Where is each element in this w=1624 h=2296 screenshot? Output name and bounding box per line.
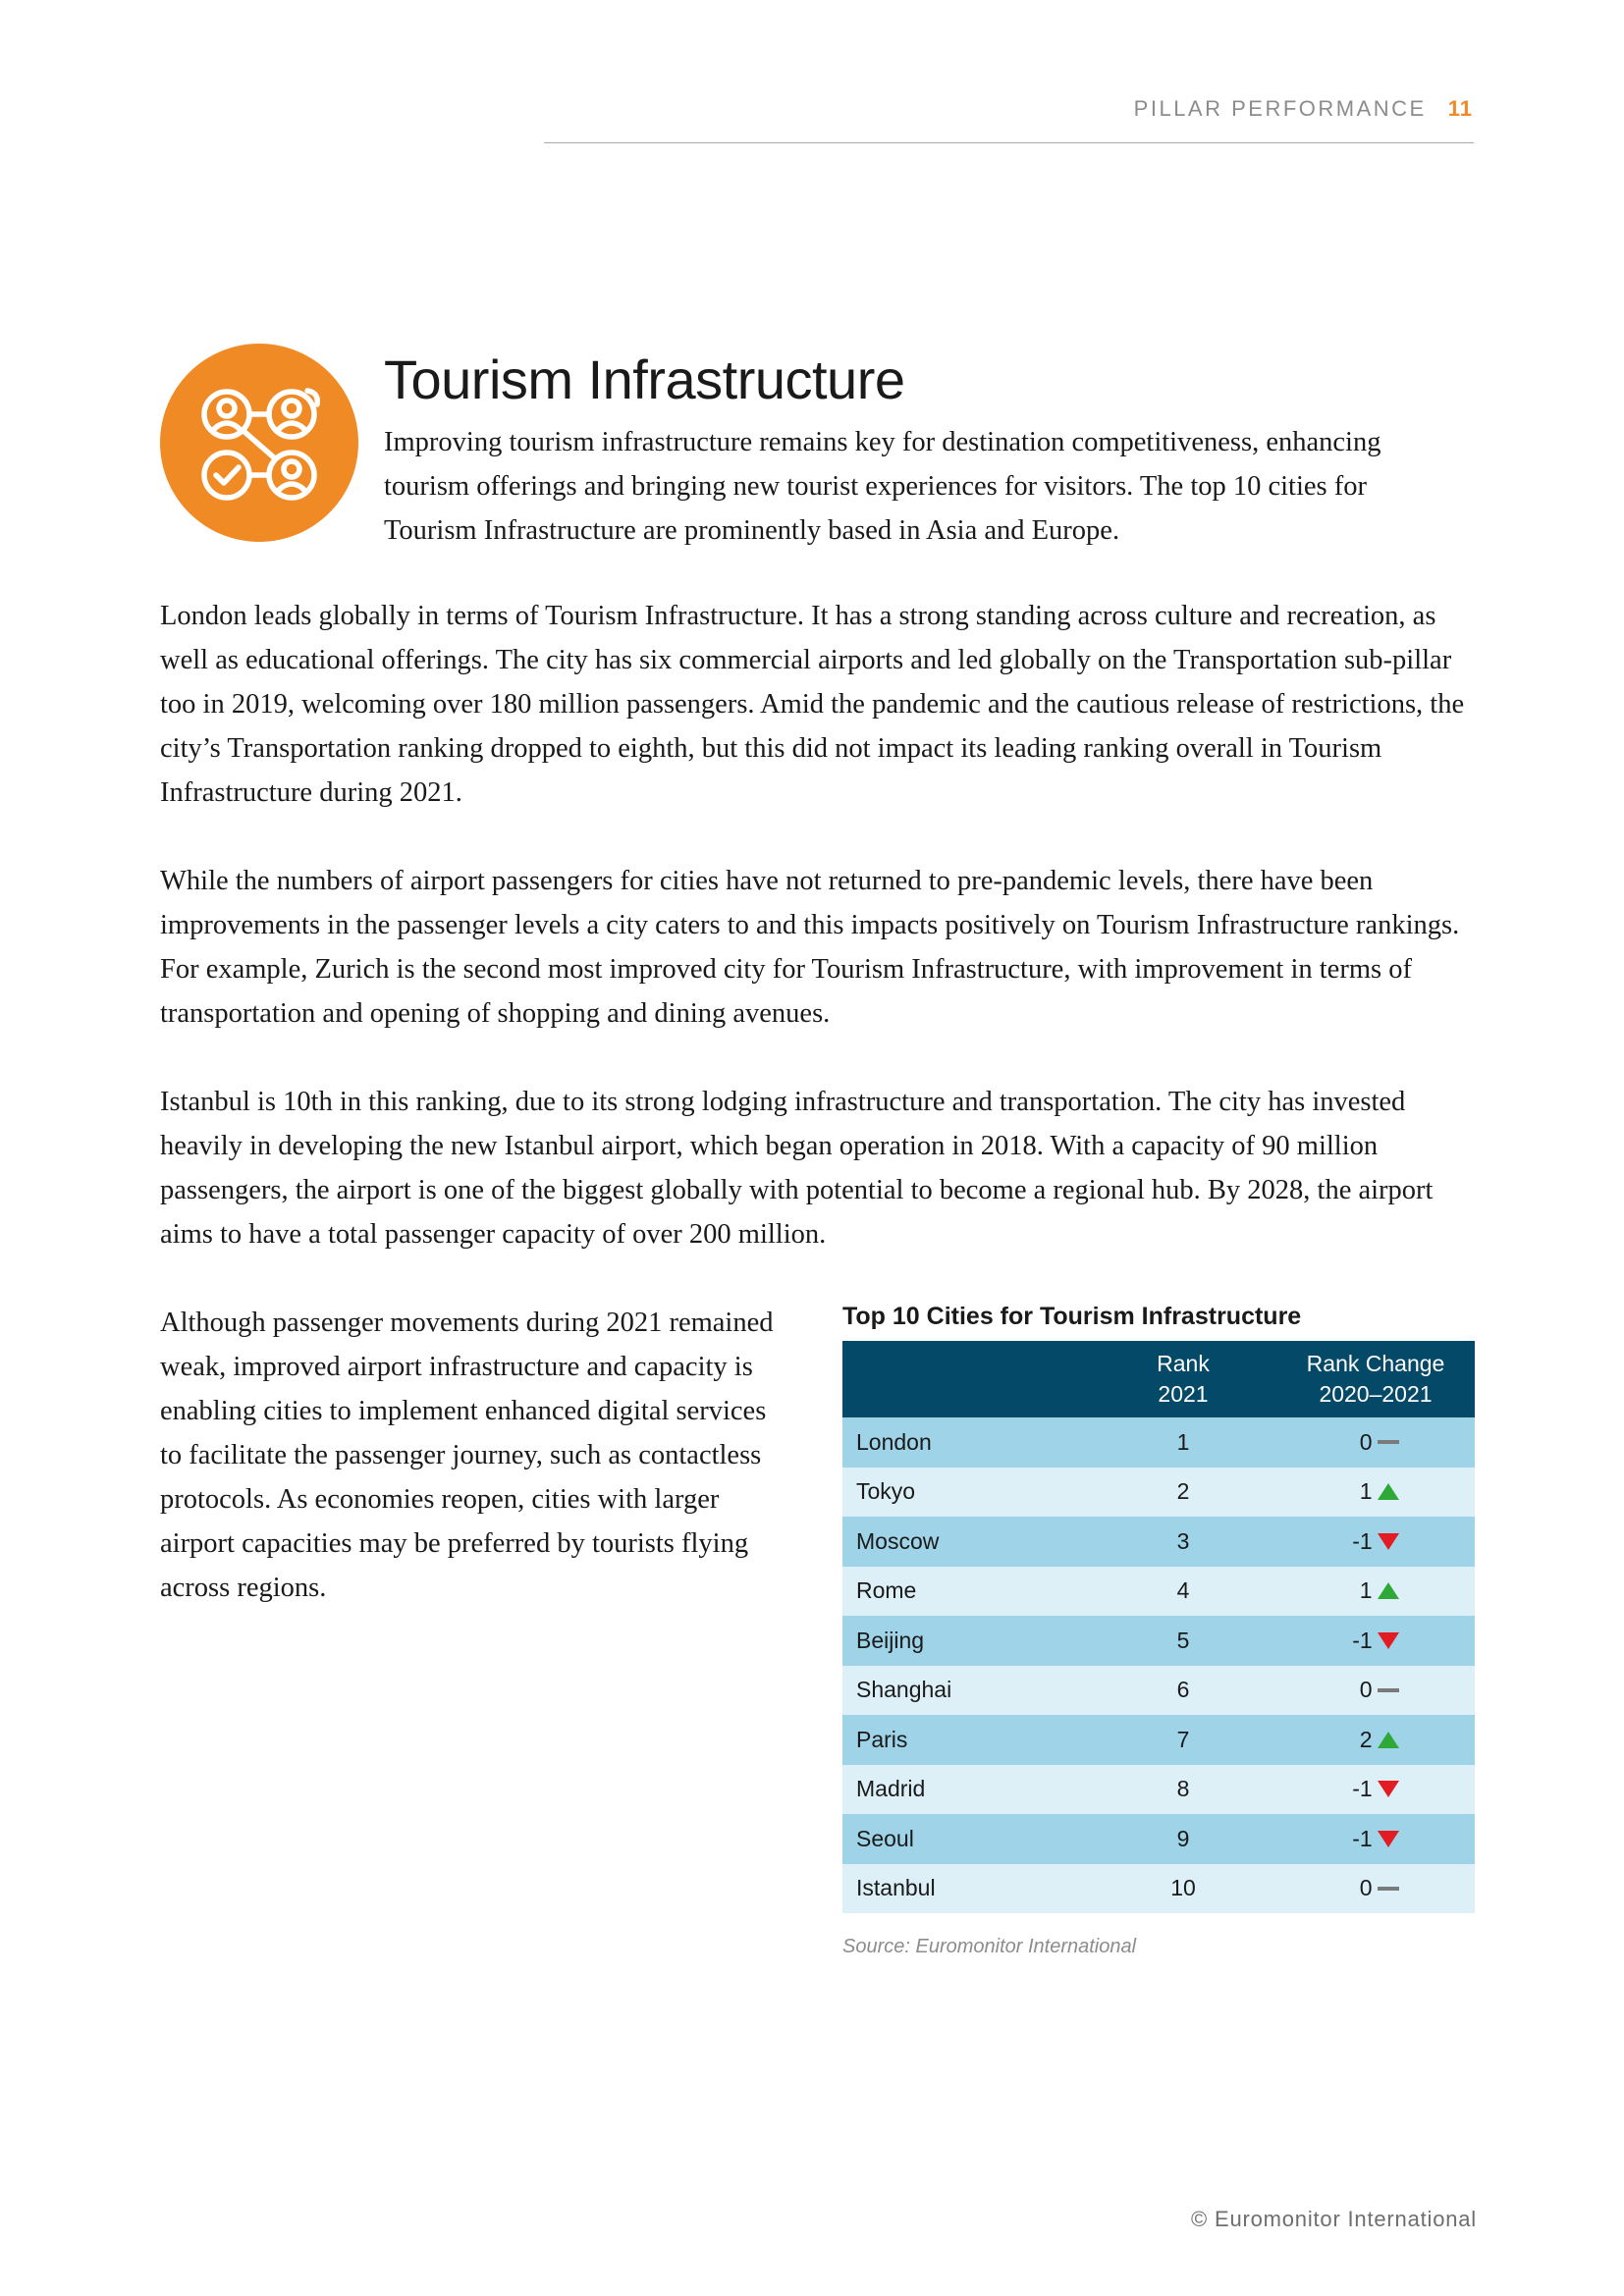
change-header-line2: 2020–2021 xyxy=(1319,1381,1433,1407)
city-cell: Seoul xyxy=(856,1825,914,1851)
rank-change-column-header xyxy=(1276,1349,1475,1410)
rank-change-cell xyxy=(1276,1429,1475,1456)
rank-cell: 6 xyxy=(1176,1677,1190,1703)
body-paragraph: London leads globally in terms of Tourism Infrastructure. It has a strong standing across culture and recreation, as well as educational offerings. The city has six commercial airports and led globally on the Transportation sub-pillar too in 2019, welcoming over 180 million passengers. Amid the pandemic and the cautious release of restrictions, the city’s Transportation ranking dropped to eighth, but this did not impact its leading ranking overall in Tourism Infrastructure during 2021. xyxy=(160,601,1465,808)
triangle-down-icon xyxy=(1378,1831,1399,1847)
table-header xyxy=(842,1341,1475,1417)
rank-change-cell xyxy=(1276,1577,1475,1604)
rank-change-value: 0 xyxy=(1359,1428,1373,1455)
triangle-up-icon xyxy=(1378,1732,1399,1748)
triangle-down-icon xyxy=(1378,1781,1399,1797)
rank-cell: 2 xyxy=(1176,1478,1190,1505)
table-row xyxy=(842,1567,1475,1617)
rank-cell: 4 xyxy=(1176,1577,1190,1604)
rankings-table xyxy=(842,1341,1475,1913)
table-row xyxy=(842,1417,1475,1468)
city-cell: Shanghai xyxy=(856,1677,952,1703)
running-header xyxy=(1134,96,1473,122)
city-cell: Rome xyxy=(856,1577,917,1604)
body-paragraph: Istanbul is 10th in this ranking, due to its strong lodging infrastructure and transportation. The city has invested heavily in developing the new Istanbul airport, which began operation in 2018. With a capacity of 90 million passengers, the airport is one of the biggest globally with potential to become a regional hub. By 2028, the airport aims to have a total passenger capacity of over 200 million. xyxy=(160,1087,1434,1250)
rank-change-cell xyxy=(1276,1875,1475,1901)
rank-change-cell xyxy=(1276,1776,1475,1802)
table-body xyxy=(842,1417,1475,1913)
page-title: Tourism Infrastructure xyxy=(384,348,905,410)
rank-change-value: 1 xyxy=(1359,1478,1373,1505)
triangle-up-icon xyxy=(1378,1483,1399,1500)
rank-cell: 9 xyxy=(1176,1825,1190,1851)
rank-cell: 7 xyxy=(1176,1726,1190,1752)
rank-cell: 10 xyxy=(1170,1875,1196,1901)
table-row xyxy=(842,1468,1475,1518)
rank-change-value: 1 xyxy=(1359,1577,1373,1604)
triangle-down-icon xyxy=(1378,1533,1399,1550)
rank-change-cell xyxy=(1276,1677,1475,1703)
change-header-line1: Rank Change xyxy=(1306,1351,1445,1376)
section-label: PILLAR PERFORMANCE xyxy=(1133,96,1427,121)
rank-cell: 5 xyxy=(1176,1627,1190,1653)
triangle-down-icon xyxy=(1378,1632,1399,1649)
rank-change-cell xyxy=(1276,1727,1475,1753)
source-note: Source: Euromonitor International xyxy=(842,1936,1137,1957)
rank-change-value: -1 xyxy=(1352,1527,1373,1554)
intro-paragraph: Improving tourism infrastructure remains key for destination competitiveness, enhancing tourism offerings and bringing new tourist experiences for visitors. The top 10 cities for Tourism Infrastructure are prominently based in Asia and Europe. xyxy=(384,427,1381,546)
body-paragraph: Although passenger movements during 2021 remained weak, improved airport infrastructure and capacity is enabling cities to implement enhanced digital services to facilitate the passenger journey, such as contactless protocols. As economies reopen, cities with larger airport capacities may be preferred by tourists flying across regions. xyxy=(160,1308,774,1603)
city-cell: Beijing xyxy=(856,1627,925,1653)
table-row xyxy=(842,1616,1475,1666)
rank-cell: 1 xyxy=(1176,1428,1190,1455)
people-network-icon xyxy=(160,344,358,542)
rank-change-value: 0 xyxy=(1359,1875,1373,1901)
city-cell: Paris xyxy=(856,1726,908,1752)
rank-header-line2: 2021 xyxy=(1158,1381,1209,1407)
rank-column-header xyxy=(1090,1349,1276,1410)
city-cell: Moscow xyxy=(856,1527,940,1554)
table-row xyxy=(842,1517,1475,1567)
rank-change-value: 0 xyxy=(1359,1677,1373,1703)
city-cell: Madrid xyxy=(856,1776,926,1802)
rank-change-cell xyxy=(1276,1628,1475,1654)
table-row xyxy=(842,1814,1475,1864)
rank-change-cell xyxy=(1276,1478,1475,1505)
page-number: 11 xyxy=(1447,96,1473,121)
city-cell: London xyxy=(856,1428,932,1455)
table-row xyxy=(842,1715,1475,1765)
header-divider xyxy=(544,142,1474,143)
tourism-infrastructure-icon xyxy=(160,344,358,542)
table-row xyxy=(842,1864,1475,1914)
rank-change-value: 2 xyxy=(1359,1726,1373,1752)
rank-cell: 8 xyxy=(1176,1776,1190,1802)
dash-icon xyxy=(1378,1440,1399,1444)
dash-icon xyxy=(1378,1887,1399,1891)
city-cell: Tokyo xyxy=(856,1478,916,1505)
rank-cell: 3 xyxy=(1176,1527,1190,1554)
table-title: Top 10 Cities for Tourism Infrastructure xyxy=(842,1303,1302,1330)
rank-change-cell xyxy=(1276,1528,1475,1555)
rank-change-value: -1 xyxy=(1352,1825,1373,1851)
dash-icon xyxy=(1378,1688,1399,1692)
table-row xyxy=(842,1666,1475,1716)
rank-header-line1: Rank xyxy=(1157,1351,1210,1376)
rank-change-value: -1 xyxy=(1352,1627,1373,1653)
rank-change-value: -1 xyxy=(1352,1776,1373,1802)
city-cell: Istanbul xyxy=(856,1875,936,1901)
rank-change-cell xyxy=(1276,1826,1475,1852)
table-row xyxy=(842,1765,1475,1815)
triangle-up-icon xyxy=(1378,1582,1399,1599)
body-paragraph: While the numbers of airport passengers for cities have not returned to pre-pandemic levels, there have been improvements in the passenger levels a city caters to and this impacts positively on Tourism Infrastructure rankings. For example, Zurich is the second most improved city for Tourism Infrastructure, with improvement in terms of transportation and opening of shopping and dining avenues. xyxy=(160,866,1460,1029)
copyright-footer: © Euromonitor International xyxy=(1191,2207,1477,2231)
